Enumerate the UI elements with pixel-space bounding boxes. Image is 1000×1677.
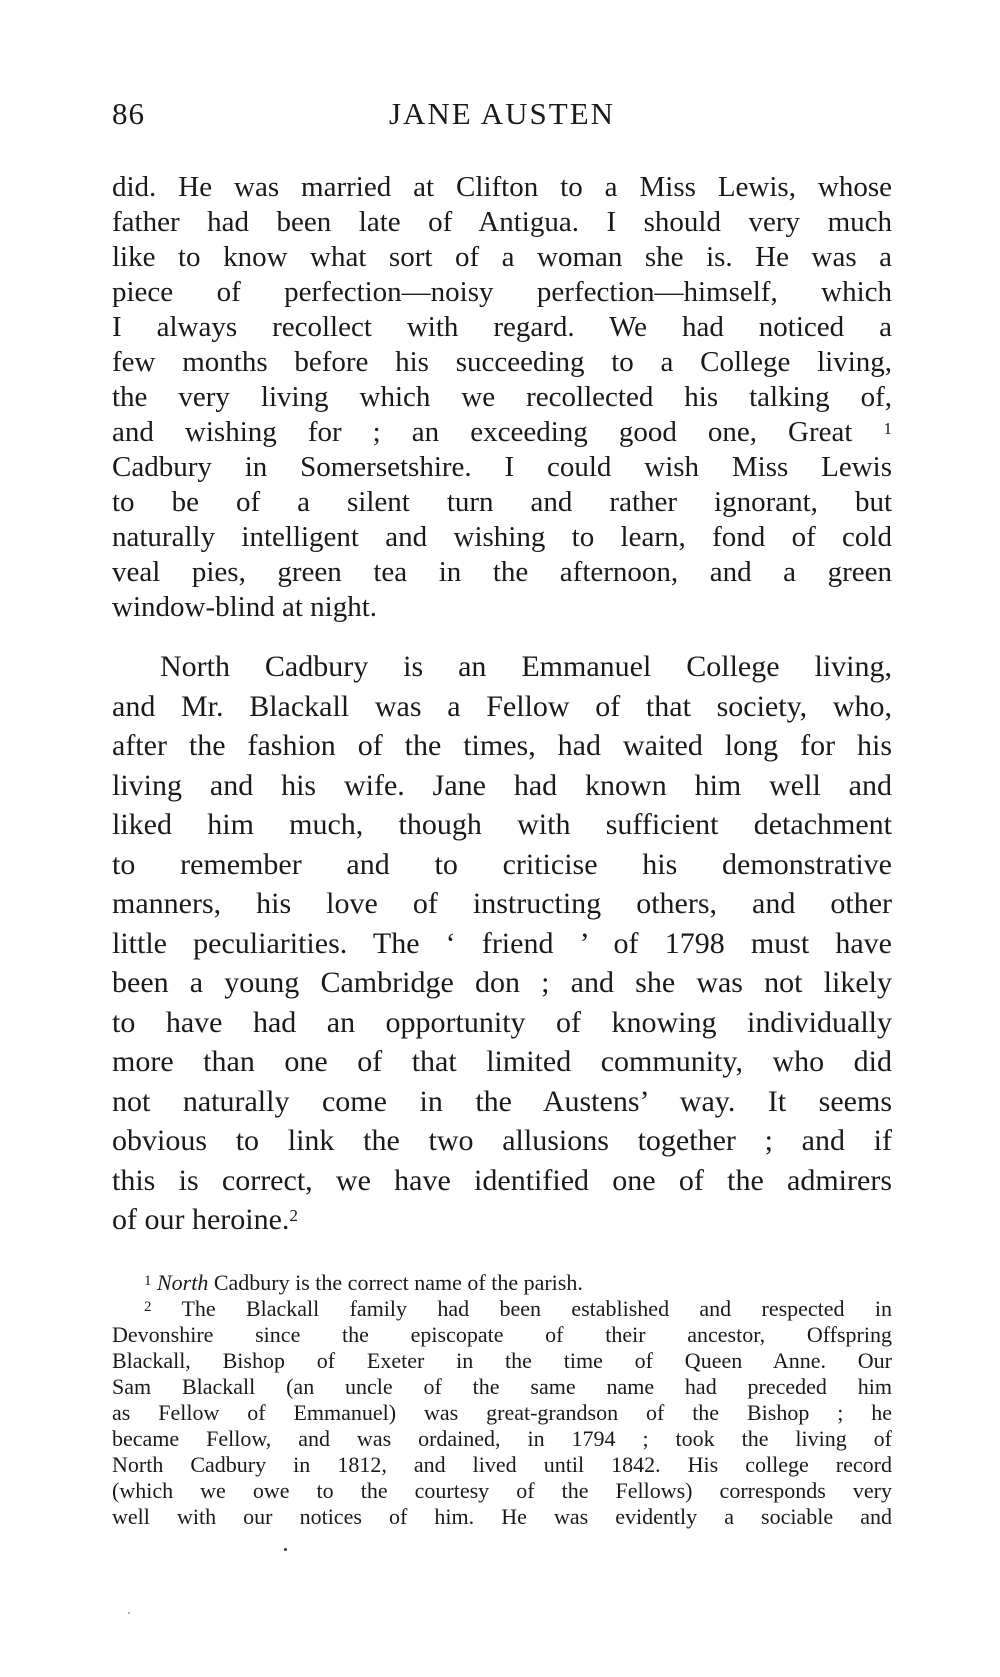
paragraph-line: living and his wife. Jane had known him well and	[112, 768, 892, 802]
paragraph-line: been a young Cambridge don ; and she was not likely	[112, 966, 892, 999]
footnote-reference-1[interactable]: 1	[883, 419, 893, 438]
quote-line: the very living which we recollected his talking of,	[112, 381, 892, 413]
footnote-line	[112, 1270, 892, 1296]
quote-line: Cadbury in Somersetshire. I could wish Miss Lewis	[112, 451, 892, 483]
quote-line: father had been late of Antigua. I should very much	[112, 206, 892, 238]
paragraph-line: this is correct, we have identified one of the admirers	[112, 1163, 892, 1197]
letter-quotation	[112, 170, 892, 625]
page-number: 86	[112, 96, 145, 131]
footnote-reference-2[interactable]: 2	[289, 1206, 298, 1225]
footnote-2	[112, 1296, 892, 1530]
paragraph-line: liked him much, though with sufficient detachment	[112, 808, 892, 841]
paragraph-line: little peculiarities. The ‘ friend ’ of 1798 must have	[112, 926, 892, 960]
footnote-mark: 1	[144, 1273, 152, 1289]
paragraph-line: more than one of that limited community, who did	[112, 1045, 892, 1078]
quote-line: veal pies, green tea in the afternoon, and a green	[112, 556, 892, 588]
footnote-line: Blackall, Bishop of Exeter in the time of Queen Anne. Our	[112, 1348, 892, 1373]
footnotes	[112, 1270, 892, 1530]
footnote-line: Sam Blackall (an uncle of the same name had preceded him	[112, 1374, 892, 1399]
paragraph-last-line	[112, 1200, 892, 1240]
body-paragraph	[112, 647, 892, 1240]
quote-line: to be of a silent turn and rather ignorant, but	[112, 486, 892, 518]
footnote-line: became Fellow, and was ordained, in 1794 ; took the living of	[112, 1426, 892, 1451]
quote-line: did. He was married at Clifton to a Miss Lewis, whose	[112, 171, 892, 203]
footnote-text: The Blackall family had been established and respected in	[181, 1296, 892, 1321]
paragraph-line: of our heroine.	[112, 1203, 290, 1236]
footnote-line: as Fellow of Emmanuel) was great-grandson of the Bishop ; he	[112, 1400, 892, 1425]
paragraph-line: manners, his love of instructing others, and other	[112, 887, 892, 920]
paragraph-line: after the fashion of the times, had waited long for his	[112, 729, 892, 762]
paper-speck	[128, 1612, 130, 1614]
quote-line: window-blind at night.	[112, 591, 378, 623]
footnote-line: Devonshire since the episcopate of their ancestor, Offspring	[112, 1322, 892, 1347]
footnote-line: well with our notices of him. He was evidently a sociable and	[112, 1504, 892, 1529]
footnote-line: (which we owe to the courtesy of the Fellows) corresponds very	[112, 1478, 892, 1503]
footnote-italic-word: North	[157, 1270, 209, 1295]
quote-line: I always recollect with regard. We had noticed a	[112, 311, 892, 343]
footnote-mark: 2	[144, 1299, 152, 1315]
paragraph-line: obvious to link the two allusions together ; and if	[112, 1124, 892, 1157]
footnote-text: Cadbury is the correct name of the parish.	[208, 1270, 583, 1295]
paragraph-line: to have had an opportunity of knowing individually	[112, 1005, 892, 1039]
quote-line: and wishing for ; an exceeding good one, Great	[112, 416, 853, 448]
quote-line-with-note	[112, 415, 892, 450]
paragraph-line: and Mr. Blackall was a Fellow of that society, who,	[112, 689, 892, 723]
body-text	[112, 170, 892, 1240]
footnote-line	[112, 1296, 892, 1322]
footnote-1	[112, 1270, 892, 1296]
footnote-line: North Cadbury in 1812, and lived until 1842. His college record	[112, 1452, 892, 1477]
running-head	[112, 96, 892, 136]
paragraph-line: not naturally come in the Austens’ way. It seems	[112, 1084, 892, 1118]
quote-line: few months before his succeeding to a College living,	[112, 346, 892, 378]
quote-line: like to know what sort of a woman she is. He was a	[112, 241, 892, 273]
quote-line: piece of perfection—noisy perfection—himself, which	[112, 276, 892, 308]
running-title: JANE AUSTEN	[388, 96, 616, 131]
quote-line: naturally intelligent and wishing to learn, fond of cold	[112, 521, 892, 553]
paragraph-line: to remember and to criticise his demonstrative	[112, 847, 892, 881]
paragraph-line: North Cadbury is an Emmanuel College living,	[160, 650, 892, 683]
paper-speck	[284, 1548, 287, 1551]
